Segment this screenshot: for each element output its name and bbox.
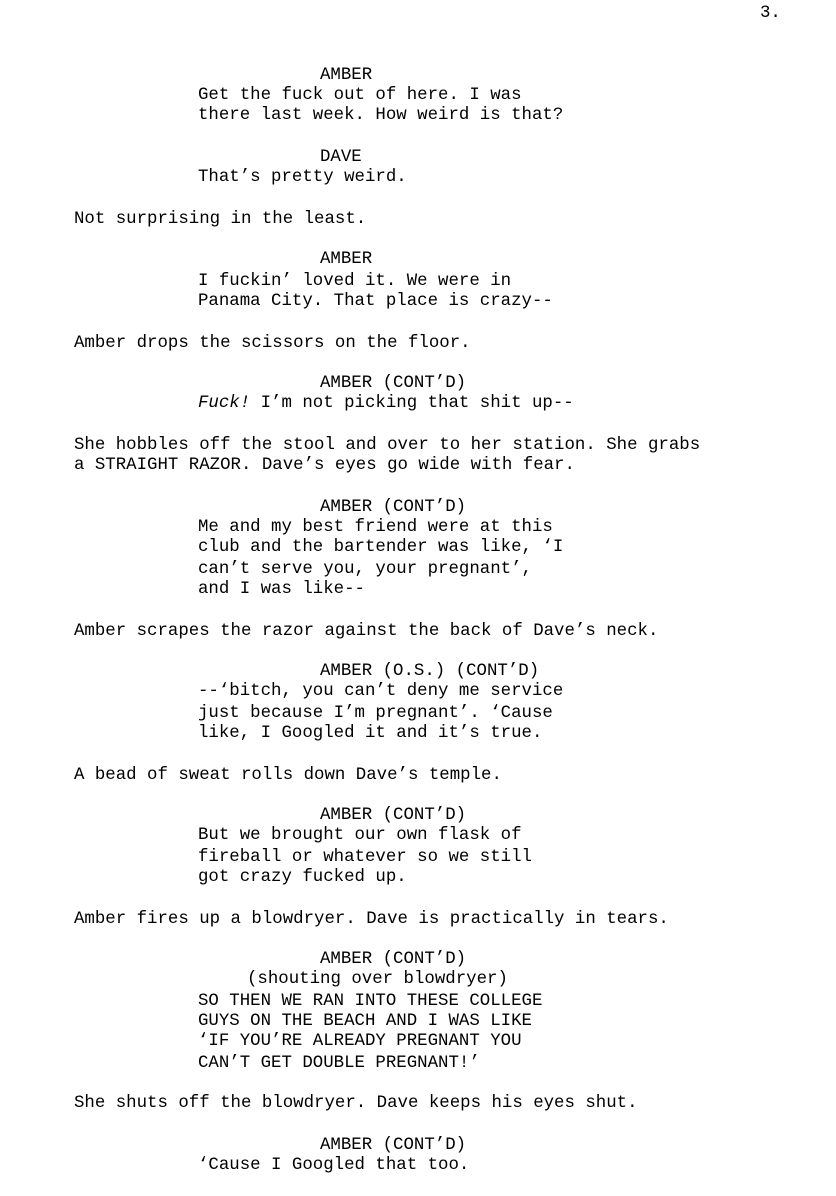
dialogue-line: GUYS ON THE BEACH AND I WAS LIKE	[198, 1012, 532, 1031]
action-line: Amber drops the scissors on the floor.	[74, 334, 471, 353]
dialogue-line	[198, 394, 574, 414]
character-name: AMBER	[320, 250, 373, 269]
character-name: AMBER (O.S.) (CONT’D)	[320, 662, 540, 681]
character-name: AMBER (CONT’D)	[320, 950, 467, 969]
dialogue-line: SO THEN WE RAN INTO THESE COLLEGE	[198, 992, 543, 1011]
action-line: She hobbles off the stool and over to her station. She grabs	[74, 436, 701, 455]
action-line: Amber fires up a blowdryer. Dave is practically in tears.	[74, 910, 669, 929]
dialogue-line: fireball or whatever so we still	[198, 848, 532, 867]
character-name: AMBER (CONT’D)	[320, 1136, 467, 1155]
parenthetical: (shouting over blowdryer)	[247, 970, 508, 989]
character-name: AMBER (CONT’D)	[320, 806, 467, 825]
dialogue-line: Get the fuck out of here. I was	[198, 86, 522, 105]
dialogue-line: Panama City. That place is crazy--	[198, 292, 553, 311]
dialogue-line: But we brought our own flask of	[198, 826, 522, 845]
dialogue-line: ‘Cause I Googled that too.	[198, 1156, 470, 1175]
dialogue-line: can’t serve you, your pregnant’,	[198, 560, 532, 579]
character-name: AMBER (CONT’D)	[320, 374, 467, 393]
action-line: A bead of sweat rolls down Dave’s temple.	[74, 766, 502, 785]
dialogue-line: --‘bitch, you can’t deny me service	[198, 682, 564, 701]
dialogue-line: and I was like--	[198, 580, 365, 599]
dialogue-line: there last week. How weird is that?	[198, 106, 564, 125]
dialogue-line: got crazy fucked up.	[198, 868, 407, 887]
dialogue-line: CAN’T GET DOUBLE PREGNANT!’	[198, 1054, 480, 1073]
action-line: Amber scrapes the razor against the back of Dave’s neck.	[74, 622, 659, 641]
page-number: 3.	[760, 4, 781, 23]
character-name: AMBER	[320, 66, 373, 85]
dialogue-line: That’s pretty weird.	[198, 168, 407, 187]
action-line: a STRAIGHT RAZOR. Dave’s eyes go wide with fear.	[74, 456, 575, 475]
dialogue-emphasis: Fuck!	[198, 394, 251, 413]
dialogue-line: club and the bartender was like, ‘I	[198, 538, 564, 557]
character-name: AMBER (CONT’D)	[320, 498, 467, 517]
dialogue-line: ‘IF YOU’RE ALREADY PREGNANT YOU	[198, 1032, 522, 1051]
dialogue-text: I’m not picking that shit up--	[250, 394, 574, 413]
action-line: She shuts off the blowdryer. Dave keeps his eyes shut.	[74, 1094, 638, 1113]
dialogue-line: Me and my best friend were at this	[198, 518, 553, 537]
dialogue-line: just because I’m pregnant’. ‘Cause	[198, 704, 553, 723]
dialogue-line: I fuckin’ loved it. We were in	[198, 272, 512, 291]
dialogue-line: like, I Googled it and it’s true.	[198, 724, 543, 743]
action-line: Not surprising in the least.	[74, 210, 367, 229]
character-name: DAVE	[320, 148, 362, 167]
